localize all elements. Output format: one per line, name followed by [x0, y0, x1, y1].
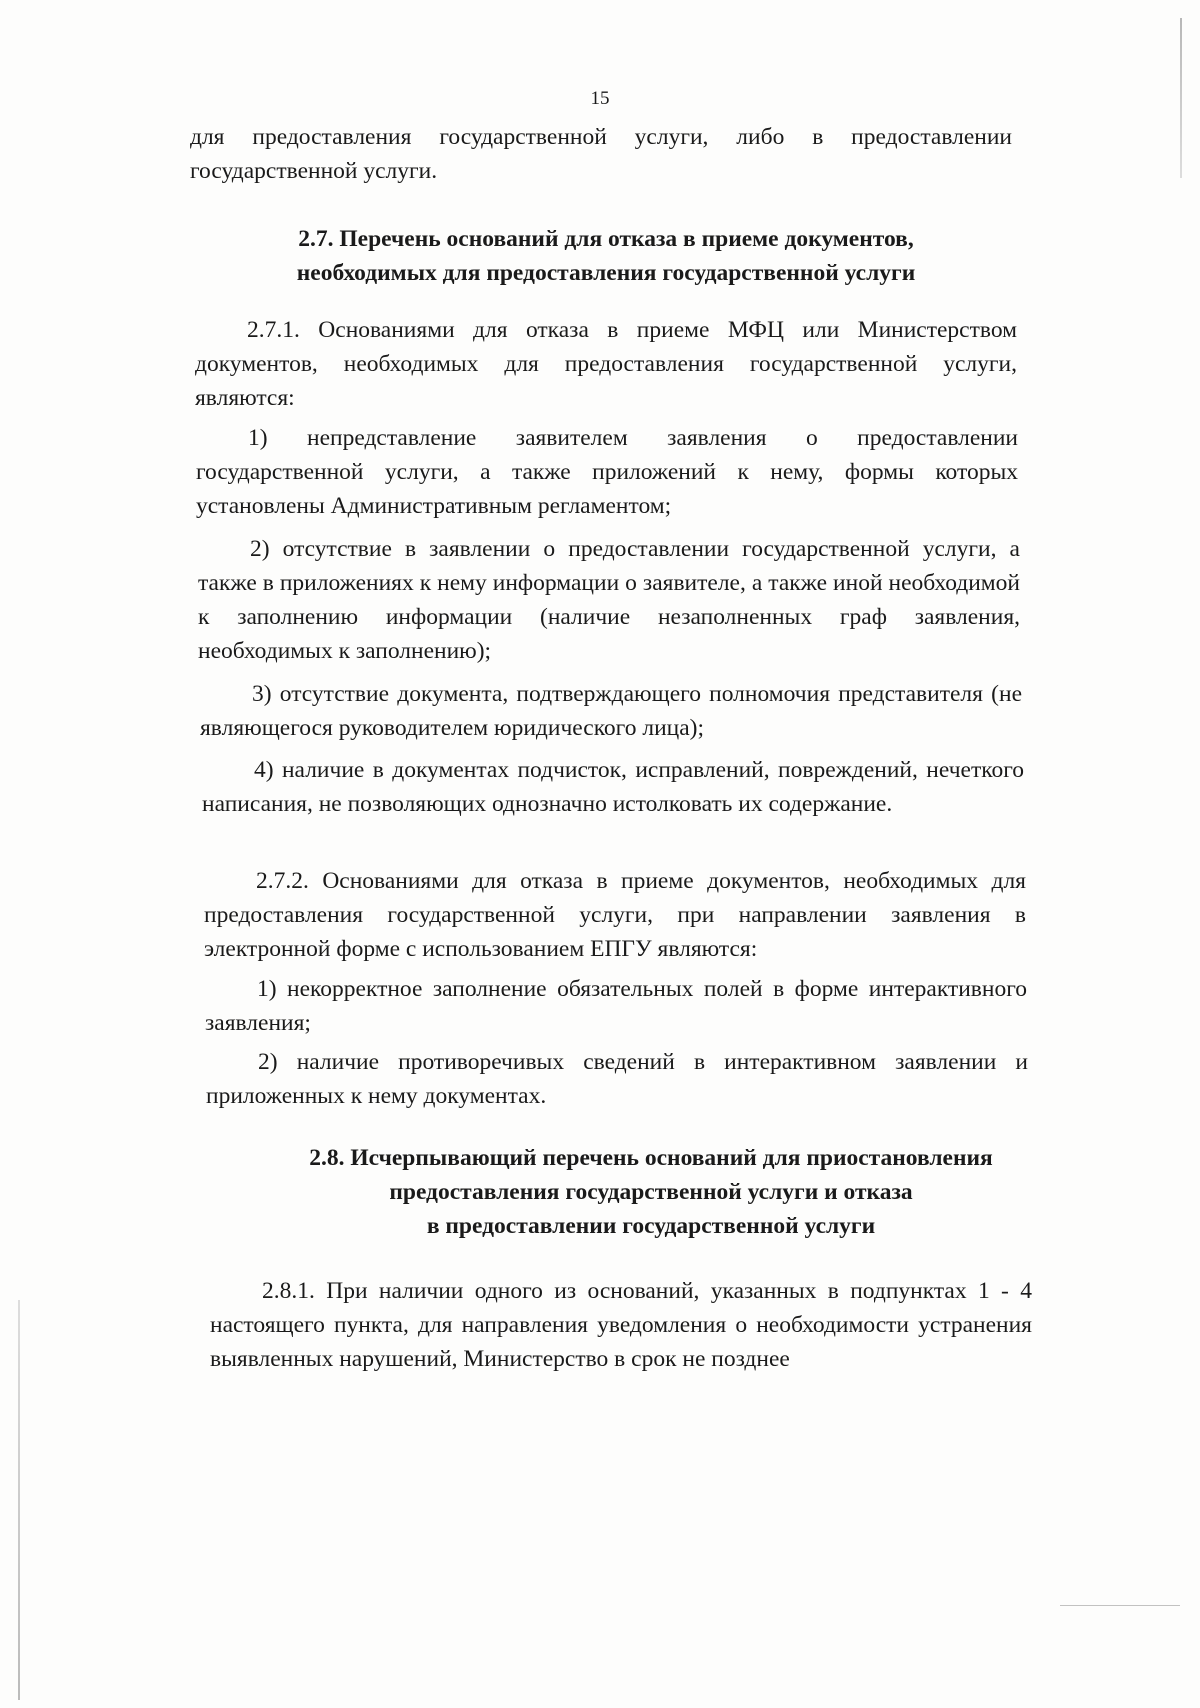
scan-edge-artifact: [1060, 1605, 1180, 1606]
section-heading-2-7-line1: 2.7. Перечень оснований для отказа в приеме документов,: [298, 226, 914, 252]
paragraph-2-7-2: 2.7.2. Основаниями для отказа в приеме документов, необходимых для предоставления государственной услуги, при направлении заявления в электронной форме с использованием ЕПГУ являются:: [204, 868, 1026, 962]
list-item-2-7-2-2: 2) наличие противоречивых сведений в интерактивном заявлении и приложенных к нему документах.: [206, 1049, 1028, 1109]
section-heading-2-7-line2: необходимых для предоставления государственной услуги: [296, 260, 916, 286]
intro-paragraph: для предоставления государственной услуги, либо в предоставлении государственной услуги.: [190, 124, 1012, 184]
page-number: 15: [590, 88, 610, 109]
section-heading-2-8-line1: 2.8. Исчерпывающий перечень оснований для приостановления: [309, 1145, 993, 1171]
scan-edge-artifact: [18, 1300, 20, 1700]
list-item-2-7-2-1: 1) некорректное заполнение обязательных полей в форме интерактивного заявления;: [205, 976, 1027, 1036]
list-item-2-7-1-4: 4) наличие в документах подчисток, исправлений, повреждений, нечеткого написания, не позволяющих однозначно истолковать их содержание.: [202, 757, 1024, 817]
section-heading-2-8-line3: в предоставлении государственной услуги: [426, 1213, 876, 1239]
paragraph-2-7-1: 2.7.1. Основаниями для отказа в приеме МФЦ или Министерством документов, необходимых для предоставления государственной услуги, являются:: [195, 317, 1017, 411]
list-item-2-7-1-1: 1) непредставление заявителем заявления о предоставлении государственной услуги, а также приложений к нему, формы которых установлены Административным регламентом;: [196, 425, 1018, 519]
section-heading-2-8-line2: предоставления государственной услуги и отказа: [389, 1179, 913, 1205]
list-item-2-7-1-3: 3) отсутствие документа, подтверждающего полномочия представителя (не являющегося руководителем юридического лица);: [200, 681, 1022, 741]
paragraph-2-8-1: 2.8.1. При наличии одного из оснований, указанных в подпунктах 1 - 4 настоящего пункта, для направления уведомления о необходимости устранения выявленных нарушений, Министерство в срок не позднее: [210, 1278, 1032, 1372]
list-item-2-7-1-2: 2) отсутствие в заявлении о предоставлении государственной услуги, а также в приложениях к нему информации о заявителе, а также иной необходимой к заполнению информации (наличие незаполненных граф заявления, необходимых к заполнению);: [198, 536, 1020, 664]
